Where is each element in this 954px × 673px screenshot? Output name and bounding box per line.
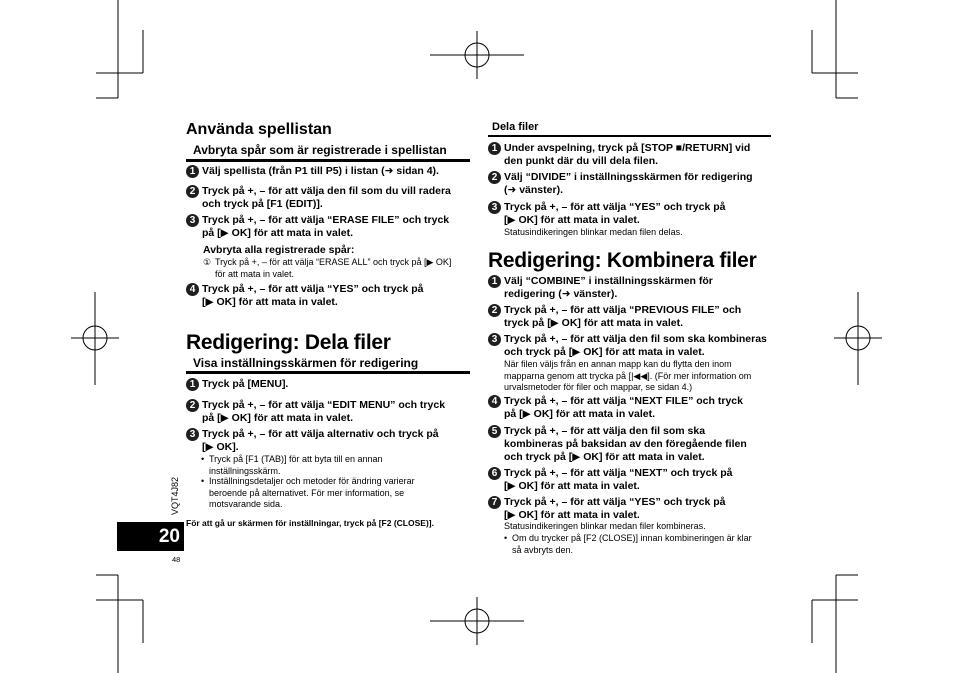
step-number-badge: 5: [488, 425, 501, 438]
step-text: Tryck på +, – för att välja den fil som ska kombineras och tryck på [▶ OK] för att mata in valet.: [504, 333, 767, 358]
step-1: [186, 378, 476, 391]
step-text: Tryck på +, – för att välja “NEXT FILE” och tryck på [▶ OK] för att mata in valet.: [504, 395, 743, 420]
step-text: Tryck på +, – för att välja “YES” och tryck på [▶ OK] för att mata in valet.: [504, 496, 726, 521]
step-number-badge: 3: [186, 214, 199, 227]
step-1: [488, 275, 778, 301]
step-number-badge: 2: [186, 185, 199, 198]
bullet-item: • Inställningsdetaljer och metoder för ändring varierar beroende på alternativet. För mer information, se motsvarande sida.: [201, 476, 471, 511]
step-number-badge: 3: [488, 333, 501, 346]
step-number-badge: 4: [186, 283, 199, 296]
step-text: Tryck på +, – för att välja “YES” och tryck på [▶ OK] för att mata in valet.: [202, 283, 424, 308]
step-text: Tryck på [MENU].: [202, 378, 289, 390]
cancel-all-heading: Avbryta alla registrerade spår:: [203, 244, 355, 256]
bullet-text: Tryck på [F1 (TAB)] för att byta till en annan inställningsskärm.: [209, 454, 383, 476]
small-page-number: 48: [172, 555, 181, 564]
step-text: Välj spellista (från P1 till P5) i listan (➜ sidan 4).: [202, 165, 439, 177]
step-5: [488, 425, 778, 464]
step-text: Tryck på +, – för att välja “NEXT” och tryck på [▶ OK] för att mata in valet.: [504, 467, 733, 492]
subtitle-visa-installning: Visa inställningsskärmen för redigering: [193, 356, 419, 370]
step-text: Under avspelning, tryck på [STOP ■/RETURN] vid den punkt där du vill dela filen.: [504, 142, 751, 167]
step-number-badge: 7: [488, 496, 501, 509]
step-1: [488, 142, 778, 168]
step-7: [488, 496, 778, 522]
step-1: [186, 165, 476, 178]
bullet-item: • Tryck på [F1 (TAB)] för att byta till en annan inställningsskärm.: [201, 454, 471, 477]
step-number-badge: 6: [488, 467, 501, 480]
step-3: [186, 214, 476, 240]
subtitle-dela-filer: Dela filer: [492, 121, 539, 133]
step-text: Tryck på +, – för att välja “YES” och tryck på [▶ OK] för att mata in valet.: [504, 201, 726, 226]
step-number-badge: 2: [488, 304, 501, 317]
step-number-badge: 4: [488, 395, 501, 408]
step-4: [186, 283, 476, 309]
model-code: VQT4J82: [170, 476, 180, 515]
step-3: [488, 201, 778, 227]
step-number-badge: 1: [488, 142, 501, 155]
step-number-badge: 1: [186, 165, 199, 178]
section-title-spellista: Använda spellistan: [186, 121, 332, 138]
step-2: [186, 185, 476, 211]
step-6: [488, 467, 778, 493]
cancel-all-num: ①: [203, 257, 212, 267]
section-rule: [488, 135, 771, 137]
heading-kombinera-filer: Redigering: Kombinera filer: [488, 249, 757, 272]
step-text: Tryck på +, – för att välja “PREVIOUS FILE” och tryck på [▶ OK] för att mata in valet.: [504, 304, 742, 329]
status-note: Statusindikeringen blinkar medan filen delas.: [504, 227, 683, 237]
step-text: Välj “DIVIDE” i inställningsskärmen för redigering (➜ vänster).: [504, 171, 753, 196]
step-text: Tryck på +, – för att välja alternativ och tryck på [▶ OK].: [202, 428, 439, 453]
cancel-all-text: Tryck på +, – för att välja “ERASE ALL” och tryck på [▶ OK] för att mata in valet.: [215, 257, 452, 279]
step-number-badge: 3: [186, 428, 199, 441]
step-text: Tryck på +, – för att välja “EDIT MENU” och tryck på [▶ OK] för att mata in valet.: [202, 399, 446, 424]
step-text: Välj “COMBINE” i inställningsskärmen för redigering (➜ vänster).: [504, 275, 713, 300]
close-hint: För att gå ur skärmen för inställningar, tryck på [F2 (CLOSE)].: [186, 518, 434, 528]
step-3: [488, 333, 778, 359]
step-text: Tryck på +, – för att välja “ERASE FILE” och tryck på [▶ OK] för att mata in valet.: [202, 214, 450, 239]
step-2: [488, 304, 778, 330]
step-number-badge: 1: [186, 378, 199, 391]
step-text: Tryck på +, – för att välja den fil som du vill radera och tryck på [F1 (EDIT)].: [202, 185, 451, 210]
step-number-badge: 1: [488, 275, 501, 288]
step3-note: När filen väljs från en annan mapp kan du flytta den inom mapparna genom att trycka på [|◀◀]. (För mer information om urvalsmetoder för filer och mappar, se sidan 4.): [504, 359, 752, 392]
step-number-badge: 2: [186, 399, 199, 412]
step-3: [186, 428, 476, 454]
step-4: [488, 395, 778, 421]
final-status-note: Statusindikeringen blinkar medan filer kombineras.: [504, 521, 706, 531]
step-number-badge: 2: [488, 171, 501, 184]
bullet-item: • Om du trycker på [F2 (CLOSE)] innan kombineringen är klar så avbryts den.: [504, 533, 774, 556]
section-rule: [186, 371, 470, 374]
page-number: 20: [117, 522, 184, 551]
step-text: Tryck på +, – för att välja den fil som ska kombineras på baksidan av den föregående filen och tryck på [▶ OK] för att mata in valet.: [504, 425, 747, 463]
section-rule: [186, 159, 470, 162]
step-2: [186, 399, 476, 425]
bullet-text: Om du trycker på [F2 (CLOSE)] innan kombineringen är klar så avbryts den.: [512, 533, 752, 555]
step-number-badge: 3: [488, 201, 501, 214]
heading-dela-filer: Redigering: Dela filer: [186, 331, 391, 354]
bullet-text: Inställningsdetaljer och metoder för ändring varierar beroende på alternativet. För mer information, se motsvarande sida.: [209, 476, 415, 509]
section-subtitle-avbryta: Avbryta spår som är registrerade i spellistan: [193, 143, 447, 157]
step-2: [488, 171, 778, 197]
